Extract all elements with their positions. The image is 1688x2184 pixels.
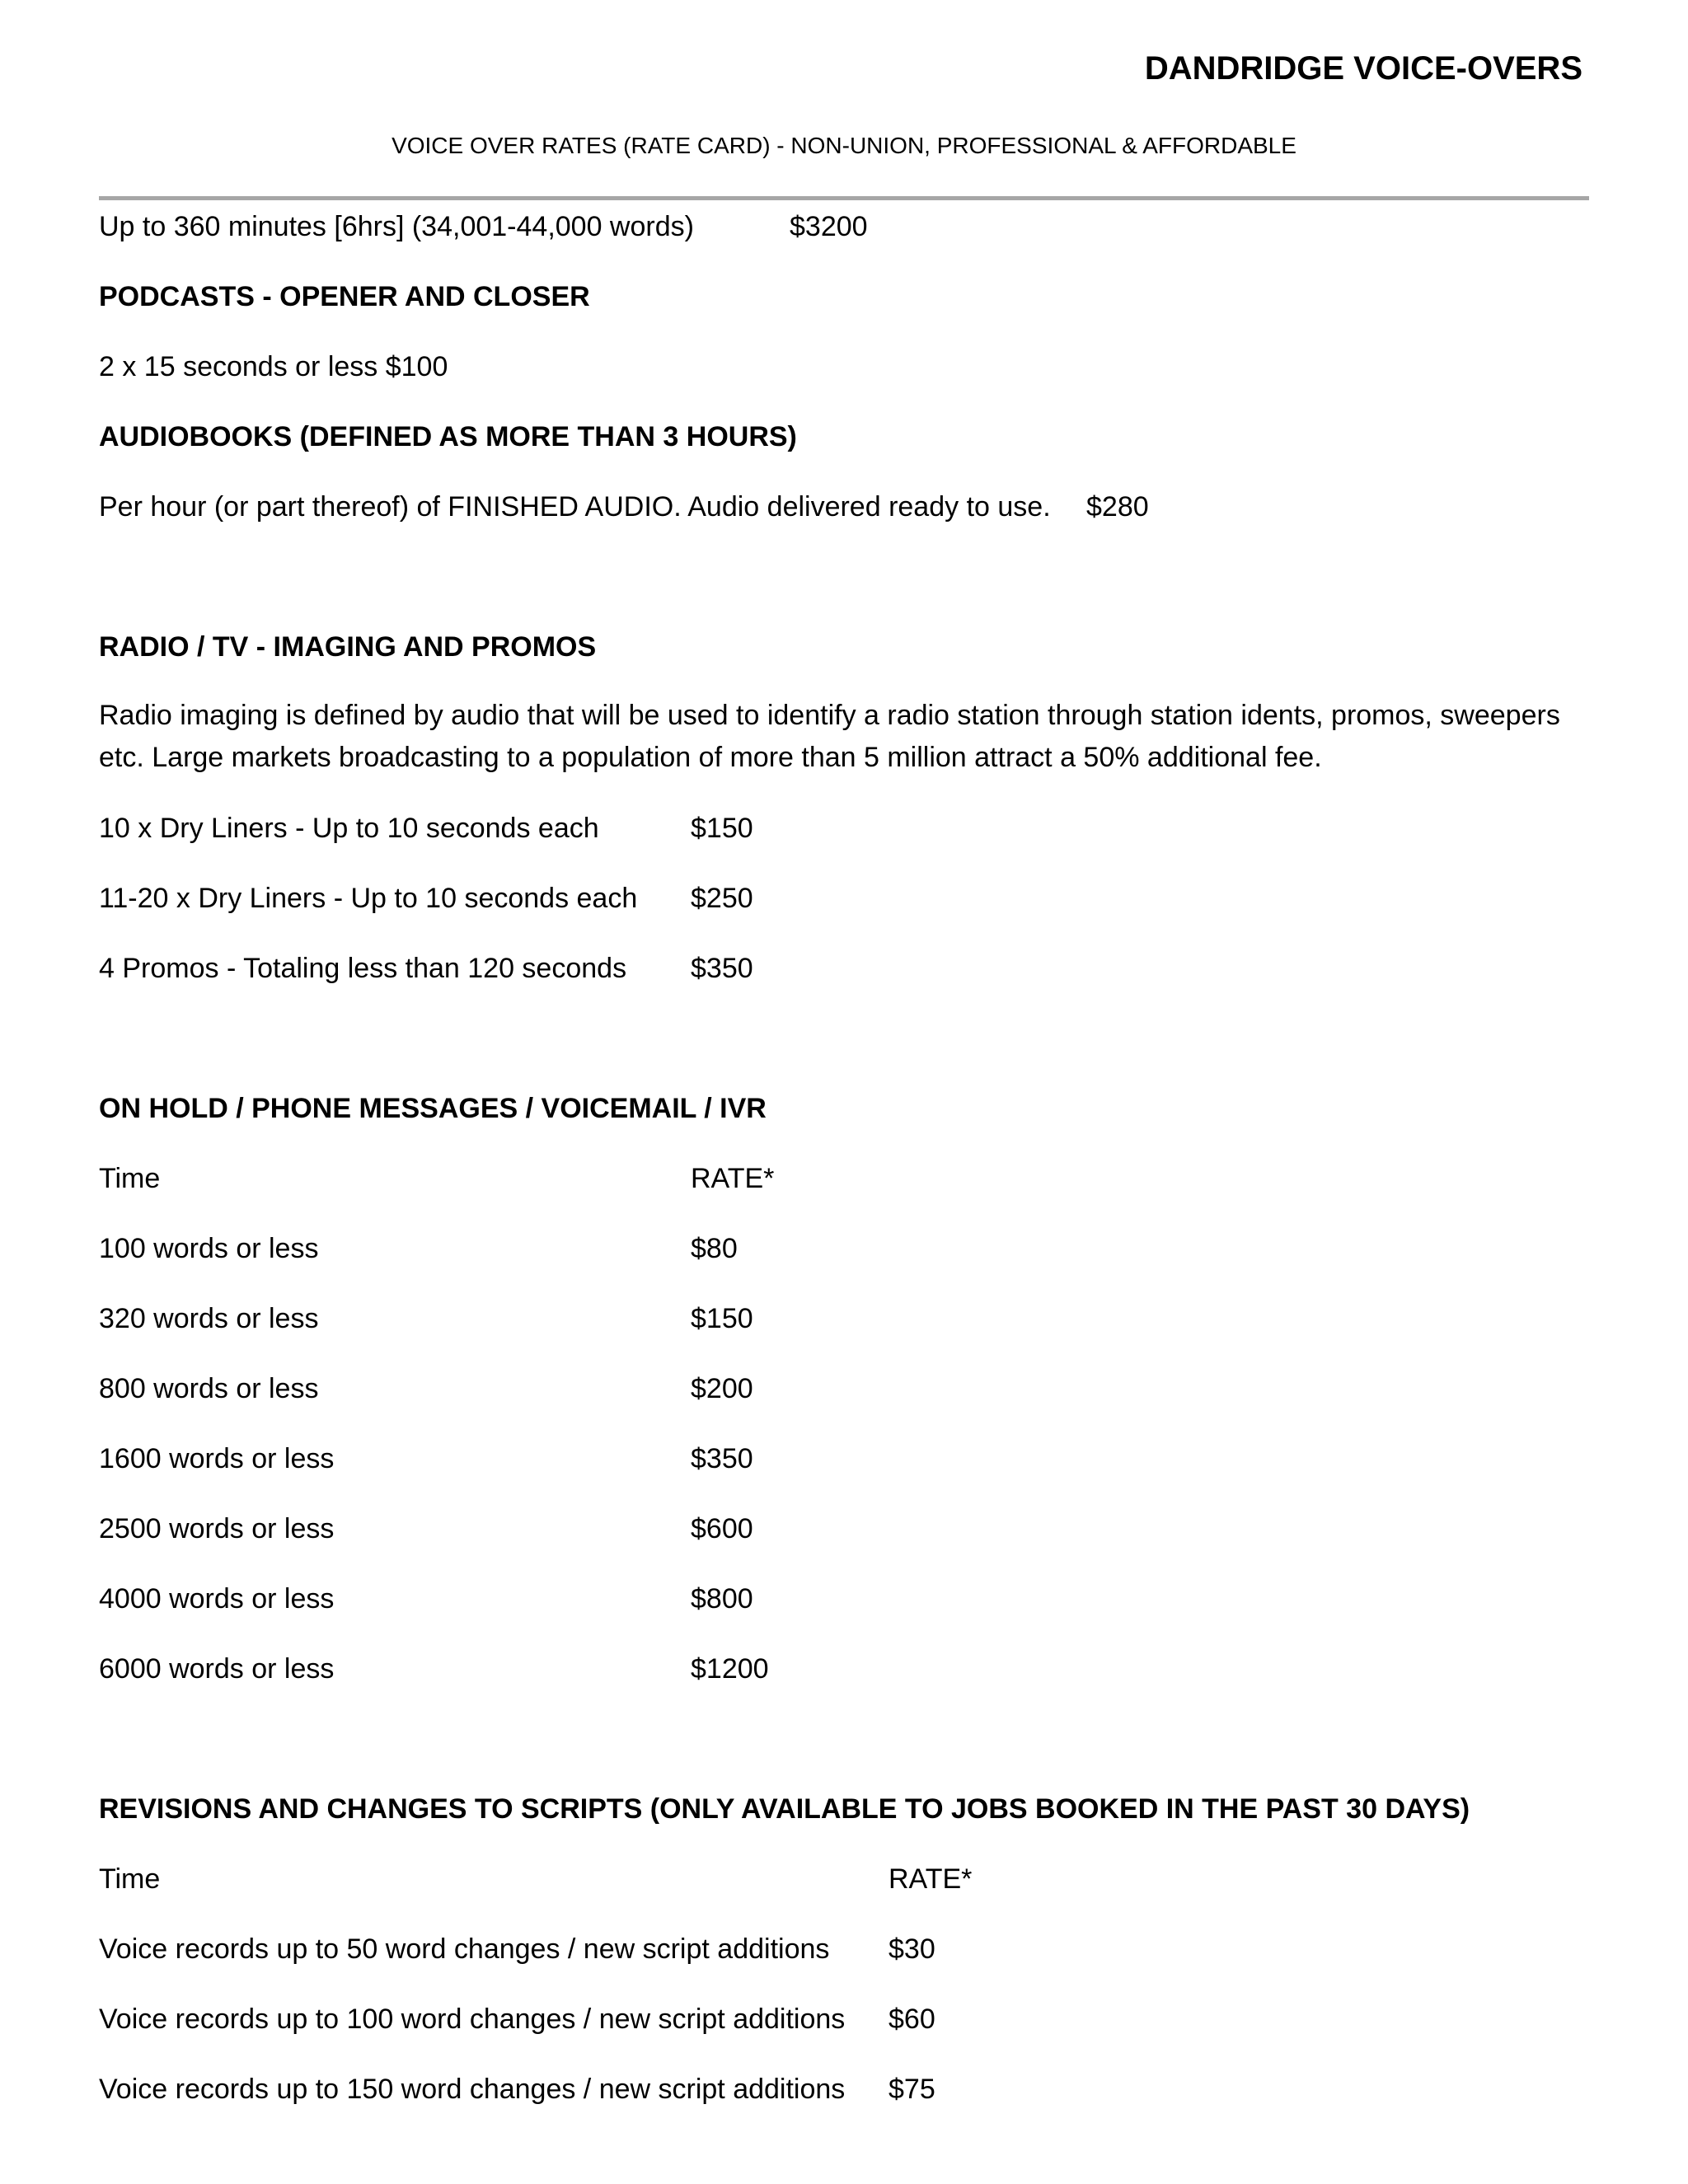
radio-rate-label: 11-20 x Dry Liners - Up to 10 seconds each — [99, 883, 638, 914]
on-hold-rate-label: 320 words or less — [99, 1303, 319, 1334]
on-hold-rate-label: 6000 words or less — [99, 1653, 335, 1685]
radio-rate-price: $150 — [691, 813, 753, 844]
on-hold-rate-price: $600 — [691, 1513, 753, 1544]
revision-rate-label: Voice records up to 150 word changes / new script additions — [99, 2074, 846, 2105]
audiobook-rate-label: Per hour (or part thereof) of FINISHED AUDIO. Audio delivered ready to use. — [99, 491, 1051, 523]
section-heading-on-hold: ON HOLD / PHONE MESSAGES / VOICEMAIL / IVR — [99, 1093, 767, 1124]
page-subtitle: VOICE OVER RATES (RATE CARD) - NON-UNION, PROFESSIONAL & AFFORDABLE — [392, 133, 1296, 158]
column-header-time: Time — [99, 1163, 161, 1194]
on-hold-rate-price: $80 — [691, 1233, 738, 1264]
on-hold-rate-label: 100 words or less — [99, 1233, 319, 1264]
revision-rate-price: $60 — [889, 2004, 935, 2035]
page-title: DANDRIDGE VOICE-OVERS — [1144, 50, 1582, 87]
section-heading-revisions: REVISIONS AND CHANGES TO SCRIPTS (ONLY AVAILABLE TO JOBS BOOKED IN THE PAST 30 DAYS) — [99, 1793, 1470, 1825]
on-hold-rate-price: $200 — [691, 1373, 753, 1404]
header-divider — [99, 196, 1589, 200]
on-hold-rate-price: $150 — [691, 1303, 753, 1334]
radio-rate-label: 10 x Dry Liners - Up to 10 seconds each — [99, 813, 599, 844]
revision-rate-price: $30 — [889, 1933, 935, 1965]
section-heading-audiobooks: AUDIOBOOKS (DEFINED AS MORE THAN 3 HOURS) — [99, 421, 797, 452]
podcast-rate-line: 2 x 15 seconds or less $100 — [99, 351, 448, 382]
on-hold-rate-label: 800 words or less — [99, 1373, 319, 1404]
revision-rate-label: Voice records up to 100 word changes / new script additions — [99, 2004, 846, 2035]
on-hold-rate-price: $800 — [691, 1583, 753, 1615]
column-header-rate: RATE* — [889, 1863, 973, 1895]
section-heading-radio-tv: RADIO / TV - IMAGING AND PROMOS — [99, 631, 597, 663]
column-header-time: Time — [99, 1863, 161, 1895]
radio-rate-label: 4 Promos - Totaling less than 120 seconds — [99, 953, 627, 984]
radio-rate-price: $350 — [691, 953, 753, 984]
rate-price: $3200 — [790, 211, 868, 242]
on-hold-rate-label: 1600 words or less — [99, 1443, 335, 1474]
on-hold-rate-label: 2500 words or less — [99, 1513, 335, 1544]
column-header-rate: RATE* — [691, 1163, 775, 1194]
radio-rate-price: $250 — [691, 883, 753, 914]
audiobook-rate-price: $280 — [1086, 491, 1149, 523]
on-hold-rate-price: $1200 — [691, 1653, 769, 1685]
revision-rate-label: Voice records up to 50 word changes / new script additions — [99, 1933, 830, 1965]
revision-rate-price: $75 — [889, 2074, 935, 2105]
radio-imaging-description: Radio imaging is defined by audio that will be used to identify a radio station through station idents, promos, sweepers etc. Large markets broadcasting to a population of more than 5 million attract a 50% additional fee. — [99, 700, 1560, 773]
on-hold-rate-price: $350 — [691, 1443, 753, 1474]
on-hold-rate-label: 4000 words or less — [99, 1583, 335, 1615]
rate-label: Up to 360 minutes [6hrs] (34,001-44,000 words) — [99, 211, 694, 242]
section-heading-podcasts: PODCASTS - OPENER AND CLOSER — [99, 281, 590, 312]
